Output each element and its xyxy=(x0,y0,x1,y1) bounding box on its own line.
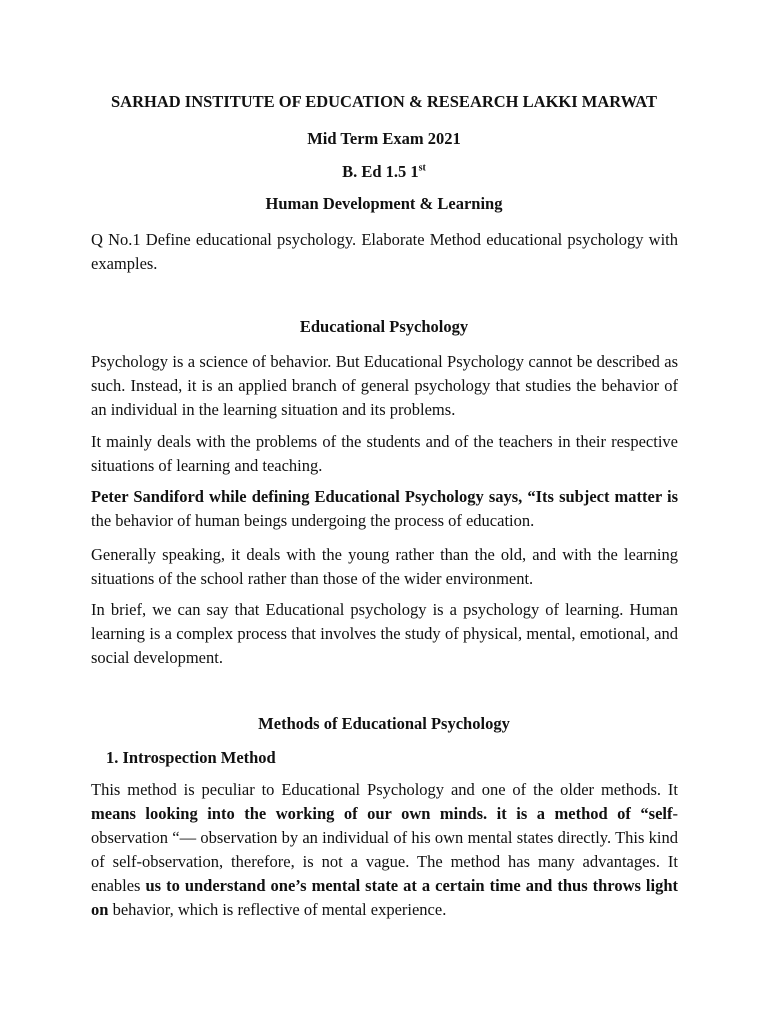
sandiford-quote-rest: the behavior of human beings undergoing the process of education. xyxy=(91,511,535,530)
paragraph-sandiford xyxy=(91,485,678,533)
program-superscript: st xyxy=(418,162,426,174)
introspection-text-b-bold: means looking into the working of our own minds. it is a method of “self xyxy=(91,804,673,823)
program-title xyxy=(0,162,768,182)
paragraph-in-brief: In brief, we can say that Educational psychology is a psychology of learning. Human learning is a complex process that involves the study of physical, mental, emotional, and social development. xyxy=(91,600,678,667)
introspection-text-c-bold: us to understand one’s mental state at a certain time and thus throws light on xyxy=(91,876,678,919)
question-text: Q No.1 Define educational psychology. Elaborate Method educational psychology with examples. xyxy=(91,230,678,273)
program-text: B. Ed 1.5 1 xyxy=(342,162,419,181)
section-heading-educational-psychology: Educational Psychology xyxy=(299,317,469,336)
introspection-text-c-rest: behavior, which is reflective of mental experience. xyxy=(108,900,447,919)
sandiford-quote-bold: Peter Sandiford while defining Educational Psychology says, “Its subject matter is xyxy=(91,487,678,506)
introspection-text-b-rest: -observation “— observation by an individual of his own mental states directly. This kind of self-observation, therefore, is not a vague. The method has many advantages. It enables xyxy=(91,804,678,895)
section-heading-methods: Methods of Educational Psychology xyxy=(258,714,510,733)
course-title: Human Development & Learning xyxy=(265,194,503,213)
paragraph-introspection xyxy=(91,778,678,922)
paragraph-generally: Generally speaking, it deals with the young rather than the old, and with the learning situations of the school rather than those of the wider environment. xyxy=(91,545,678,588)
exam-title: Mid Term Exam 2021 xyxy=(307,129,461,148)
paragraph-definition: Psychology is a science of behavior. But Educational Psychology cannot be described as such. Instead, it is an applied branch of general psychology that studies the behavior of an individual in the learning situation and its problems. xyxy=(91,352,678,419)
introspection-text-a: This method is peculiar to Educational Psychology and one of the older methods. It xyxy=(91,780,678,799)
paragraph-problems: It mainly deals with the problems of the students and of the teachers in their respective situations of learning and teaching. xyxy=(91,432,678,475)
institute-title: SARHAD INSTITUTE OF EDUCATION & RESEARCH LAKKI MARWAT xyxy=(111,92,657,111)
method-item-introspection: 1. Introspection Method xyxy=(106,748,276,767)
